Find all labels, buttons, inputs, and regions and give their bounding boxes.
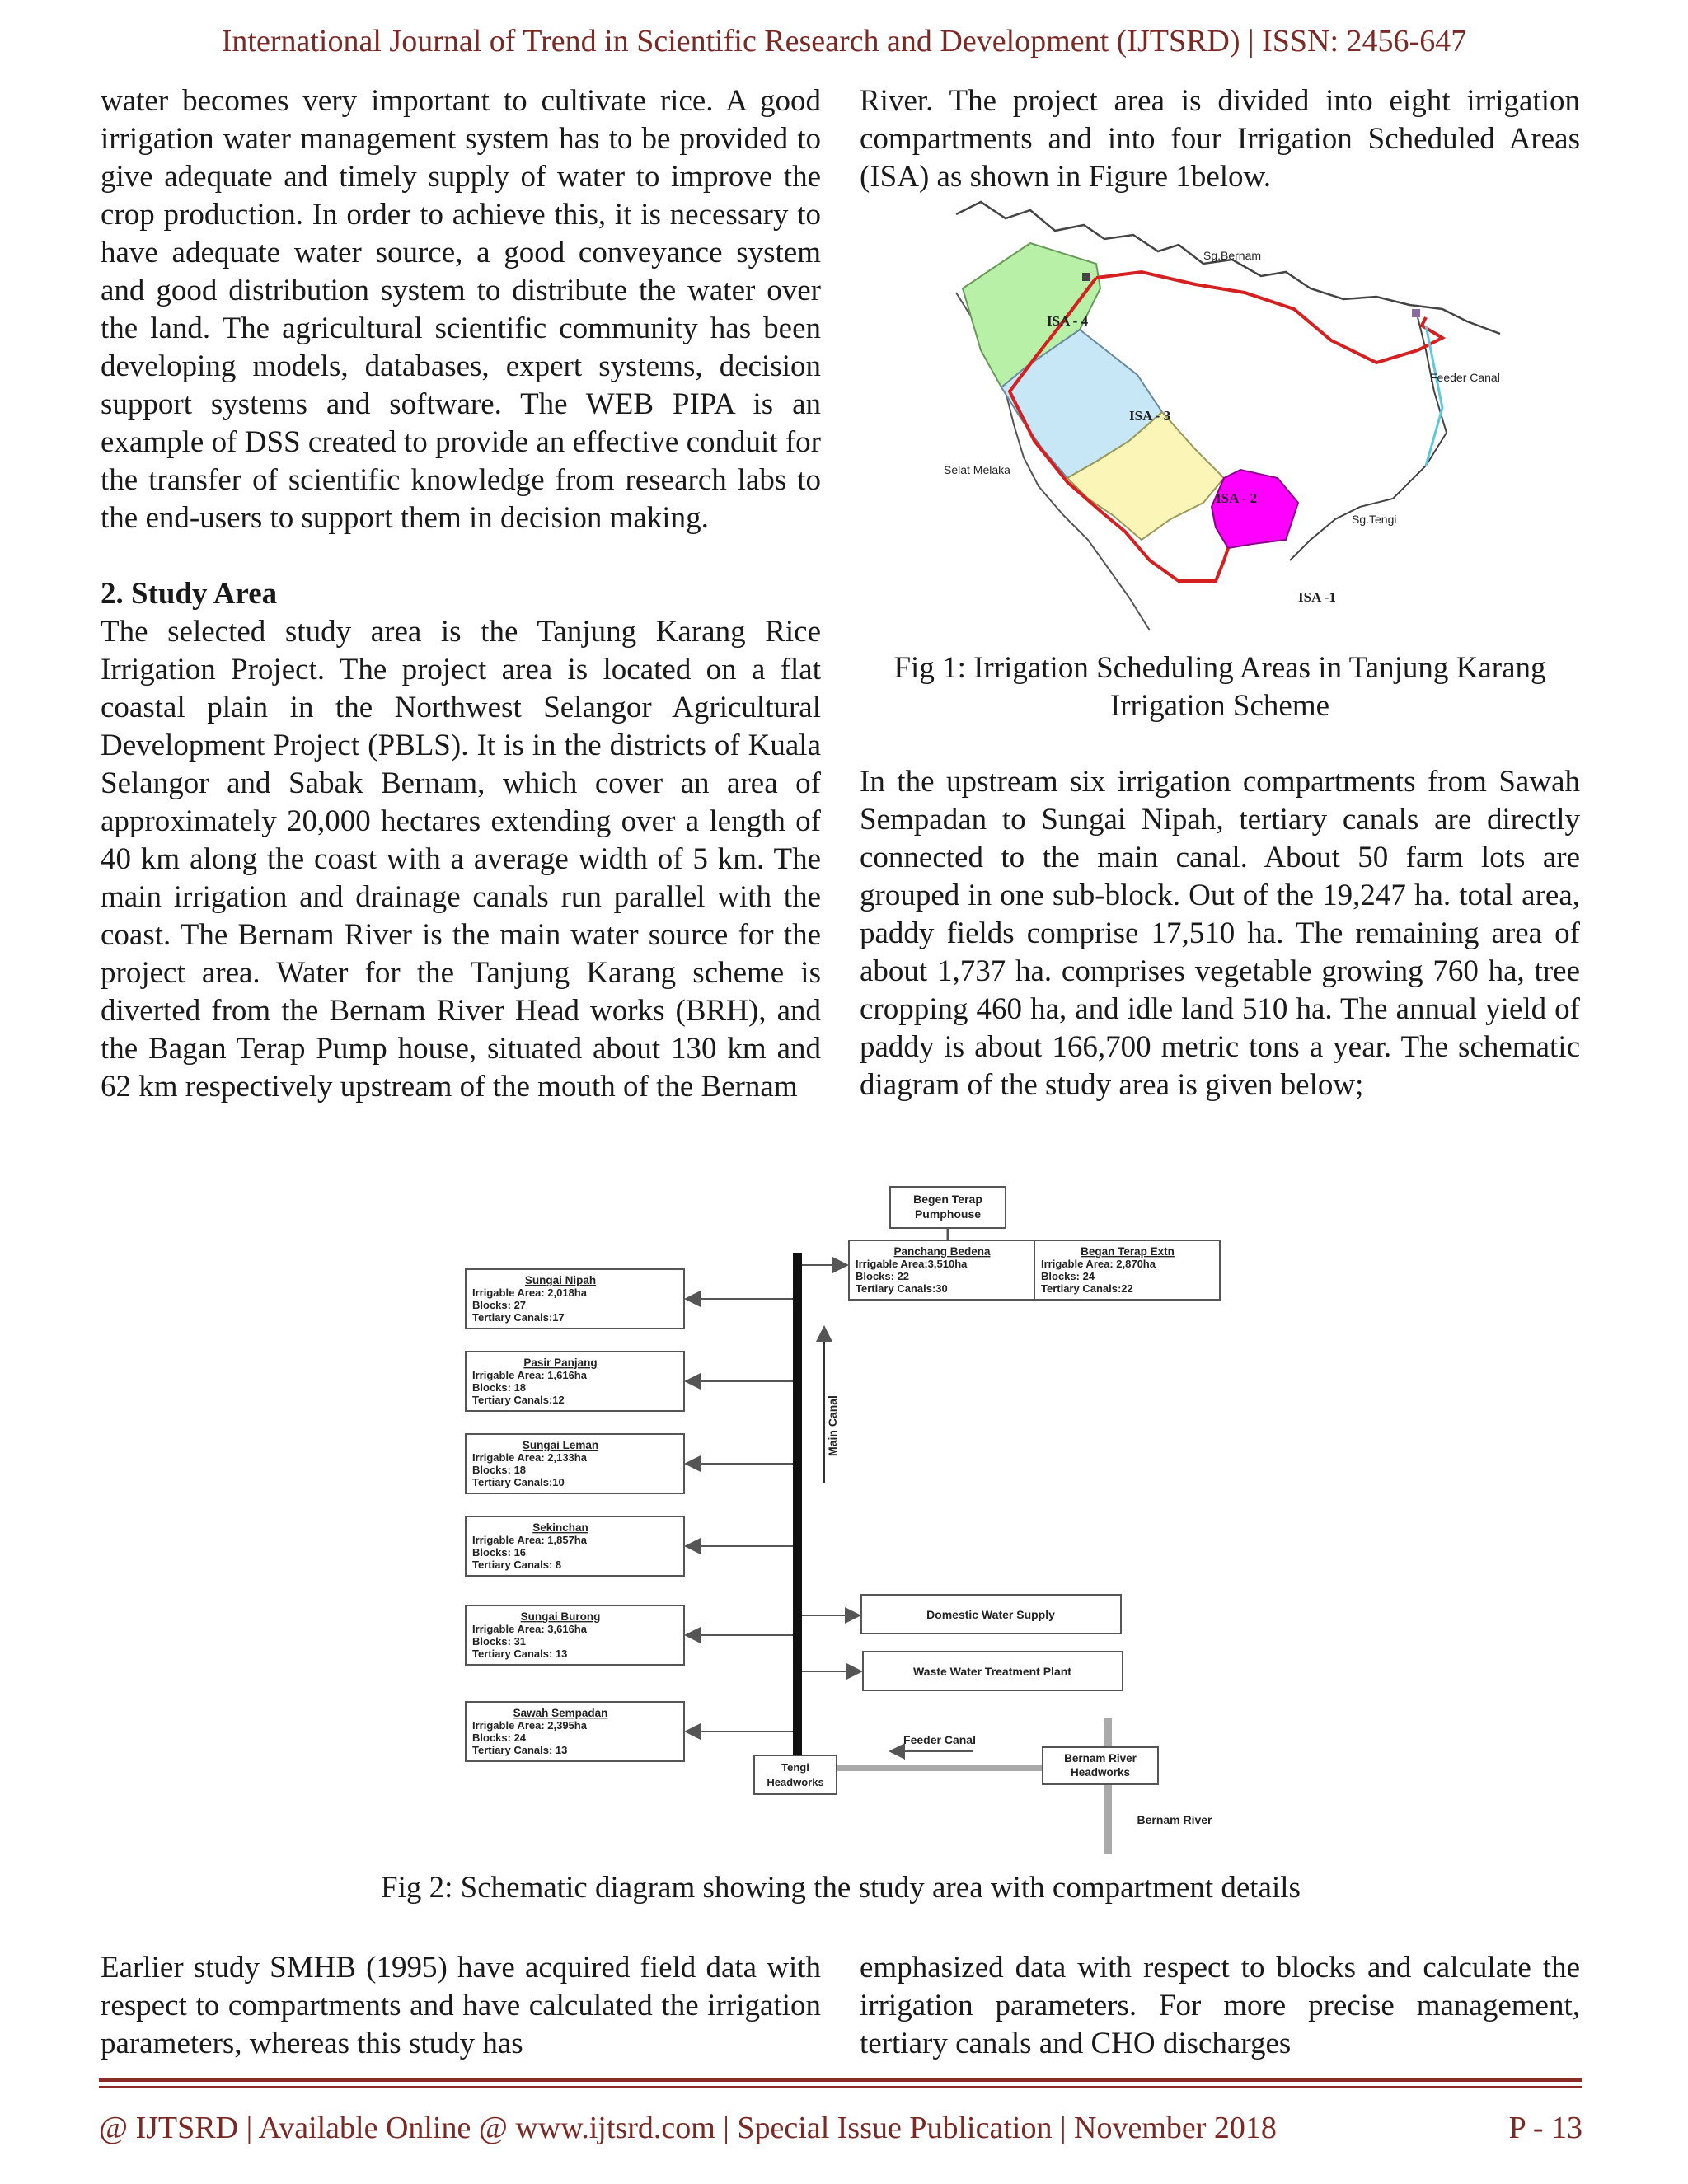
compartment-nipah [466,1269,793,1329]
label-isa3: ISA - 3 [1129,408,1171,424]
bernam-river-label: Bernam River [1137,1813,1212,1826]
tengi-headworks-marker [1412,309,1420,317]
compartment-sawah-sempadan [466,1702,793,1761]
footer-text: @ IJTSRD | Available Online @ www.ijtsrd.com | Special Issue Publication | November 2018 [99,2111,1277,2145]
isa-map [931,194,1508,639]
feeder-canal-bar [837,1765,1059,1771]
compartment-name: Sungai Burong [520,1610,601,1623]
schematic-diagram [462,1179,1236,1863]
compartment-sungai-burong [466,1605,793,1665]
right-column [860,82,1580,196]
begantx-area: Irrigable Area: 2,870ha [1041,1258,1156,1270]
label-isa2: ISA - 2 [1216,490,1258,506]
panchang-name: Panchang Bedena [893,1245,991,1258]
bernam-hw-line2: Headworks [1070,1766,1131,1779]
tengi-line2: Headworks [767,1776,824,1788]
feeder-canal-label: Feeder Canal [903,1733,976,1746]
compartment-canals: Tertiary Canals: 8 [472,1558,562,1571]
fig2-caption: Fig 2: Schematic diagram showing the study area with compartment details [381,1871,1301,1905]
compartment-area: Irrigable Area: 2,395ha [472,1719,587,1732]
compartment-blocks: Blocks: 18 [472,1381,527,1394]
pumphouse-line1: Begen Terap [913,1193,982,1206]
fig1-caption: Fig 1: Irrigation Scheduling Areas in Tanjung Karang Irrigation Scheme [893,651,1546,723]
page-number: P - 13 [1508,2111,1582,2145]
footer [99,2110,1582,2146]
journal-header: International Journal of Trend in Scientific Research and Development (IJTSRD) | ISSN: 2456-647 [221,24,1467,59]
compartment-canals: Tertiary Canals: 13 [472,1744,568,1756]
panchang-canals: Tertiary Canals:30 [856,1282,948,1295]
begantx-name: Began Terap Extn [1081,1245,1175,1258]
compartment-area: Irrigable Area: 1,857ha [472,1534,587,1546]
compartment-blocks: Blocks: 24 [472,1732,527,1744]
label-isa1: ISA -1 [1298,589,1336,605]
label-isa4: ISA - 4 [1047,313,1089,329]
isa1-area [1212,470,1298,548]
compartment-sekinchan [466,1516,793,1576]
compartment-area: Irrigable Area: 1,616ha [472,1369,587,1381]
compartment-name: Pasir Panjang [523,1357,598,1369]
footer-rule-thin [99,2086,1582,2088]
waste-label: Waste Water Treatment Plant [913,1665,1071,1678]
bottom-right-paragraph [860,1949,1580,2063]
begantx-canals: Tertiary Canals:22 [1041,1282,1133,1295]
bottom-right-text: emphasized data with respect to blocks and calculate the irrigation parameters. For more precise management, tertiary canals and CHO discharges [860,1951,1580,2060]
intro-paragraph: water becomes very important to cultivate rice. A good irrigation water management system has to be provided to give adequate and timely supply of water to improve the crop production. In order to achieve this, it is necessary to have adequate water source, a good conveyance system and good distribution system to distribute the water over the land. The agricultural scientific community has been developing models, databases, expert systems, decision support systems and software. The WEB PIPA is an example of DSS created to provide an effective conduit for the transfer of scientific knowledge from research labs to the end-users to support them in decision making. [101,84,821,535]
compartment-blocks: Blocks: 16 [472,1546,527,1558]
compartment-name: Sekinchan [532,1521,588,1534]
right-column-lower [860,763,1580,1104]
compartment-name: Sungai Nipah [524,1274,597,1286]
compartment-blocks: Blocks: 18 [472,1464,527,1476]
compartments-paragraph: In the upstream six irrigation compartments from Sawah Sempadan to Sungai Nipah, tertiary canals are directly connected to the main canal. About 50 farm lots are grouped in one sub-block. Out of the 19,247 ha. total area, paddy fields comprise 17,510 ha. The remaining area of about 1,737 ha. comprises vegetable growing 760 ha, tree cropping 460 ha, and idle land 510 ha. The annual yield of paddy is about 166,700 metric tons a year. The schematic diagram of the study area is given below; [860,765,1580,1102]
footer-rule-thick [99,2078,1582,2082]
tengi-line1: Tengi [781,1761,809,1774]
domestic-label: Domestic Water Supply [926,1608,1055,1621]
panchang-blocks: Blocks: 22 [856,1270,910,1282]
study-area-paragraph: The selected study area is the Tanjung Karang Rice Irrigation Project. The project area is located on a flat coastal plain in the Northwest Selangor Agricultural Development Project (PBLS). It is in the districts of Kuala Selangor and Sabak Bernam, which cover an area of approximately 20,000 hectares extending over a length of 40 km along the coast with a average width of 5 km. The main irrigation and drainage canals run parallel with the coast. The Bernam River is the main water source for the project area. Water for the Tanjung Karang scheme is diverted from the Bernam River Head works (BRH), and the Bagan Terap Pump house, situated about 130 km and 62 km respectively upstream of the mouth of the Bernam [101,615,821,1104]
bernam-headworks-marker [1082,273,1090,281]
compartment-name: Sawah Sempadan [513,1707,608,1719]
compartment-area: Irrigable Area: 2,133ha [472,1451,587,1464]
compartment-name: Sungai Leman [522,1439,599,1451]
compartment-canals: Tertiary Canals: 13 [472,1647,568,1660]
main-canal-bar [793,1253,802,1780]
bernam-hw-line1: Bernam River [1064,1752,1137,1765]
pumphouse-line2: Pumphouse [914,1207,982,1221]
bernam-river-bar [1104,1718,1112,1854]
left-column [101,82,821,1106]
compartment-area: Irrigable Area: 3,616ha [472,1623,587,1635]
label-sg-bernam: Sg.Bernam [1203,249,1262,262]
bottom-left-paragraph [101,1949,821,2063]
compartment-blocks: Blocks: 27 [472,1299,527,1311]
compartment-blocks: Blocks: 31 [472,1635,527,1647]
isa-intro-paragraph: River. The project area is divided into eight irrigation compartments and into four Irrigation Scheduled Areas (ISA) as shown in Figure 1below. [860,84,1580,194]
compartment-canals: Tertiary Canals:10 [472,1476,565,1488]
compartment-sungai-leman [466,1434,793,1493]
bottom-left-text: Earlier study SMHB (1995) have acquired field data with respect to compartments and have calculated the irrigation parameters, whereas this study has [101,1951,821,2060]
compartment-canals: Tertiary Canals:12 [472,1394,565,1406]
begantx-blocks: Blocks: 24 [1041,1270,1095,1282]
label-selat-melaka: Selat Melaka [944,463,1010,476]
section-heading: 2. Study Area [101,577,278,611]
compartment-area: Irrigable Area: 2,018ha [472,1286,587,1299]
compartment-canals: Tertiary Canals:17 [472,1311,565,1324]
label-sg-tengi: Sg.Tengi [1352,513,1397,526]
compartment-pasir-panjang [466,1352,793,1411]
label-feeder-canal: Feeder Canal [1430,371,1500,384]
main-canal-label: Main Canal [826,1395,839,1456]
panchang-area: Irrigable Area:3,510ha [856,1258,968,1270]
